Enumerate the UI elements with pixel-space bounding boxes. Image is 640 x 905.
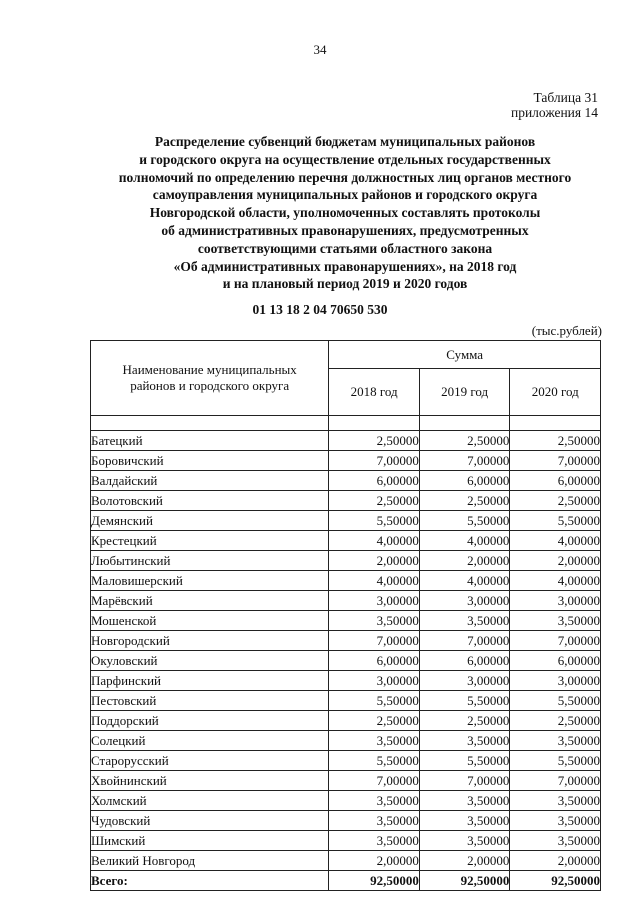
amount-2019: 2,50000: [419, 491, 510, 511]
amount-2018: 2,00000: [329, 851, 420, 871]
district-name: Поддорский: [91, 711, 329, 731]
district-name: Пестовский: [91, 691, 329, 711]
amount-2019: 2,50000: [419, 431, 510, 451]
district-name: Крестецкий: [91, 531, 329, 551]
column-header-2020: 2020 год: [510, 369, 601, 416]
district-name: Шимский: [91, 831, 329, 851]
title-line: и на плановый период 2019 и 2020 годов: [222, 276, 468, 292]
amount-2018: 2,50000: [329, 711, 420, 731]
amount-2020: 3,50000: [510, 791, 601, 811]
table-row: [91, 491, 601, 511]
amount-2018: 3,50000: [329, 791, 420, 811]
title-line: самоуправления муниципальных районов и городского округа: [152, 187, 538, 203]
table-ref-line-1: Таблица 31: [533, 90, 598, 105]
amount-2020: 3,00000: [510, 671, 601, 691]
amount-2020: 3,50000: [510, 811, 601, 831]
table-row: [91, 831, 601, 851]
amount-2018: 3,00000: [329, 591, 420, 611]
district-name: Боровичский: [91, 451, 329, 471]
amount-2020: 4,00000: [510, 571, 601, 591]
table-row: [91, 651, 601, 671]
amount-2018: 2,50000: [329, 431, 420, 451]
page-number: 34: [313, 42, 327, 57]
amount-2019: 7,00000: [419, 451, 510, 471]
amount-2020: 6,00000: [510, 471, 601, 491]
amount-2018: 7,00000: [329, 451, 420, 471]
district-name: Любытинский: [91, 551, 329, 571]
table-row: [91, 591, 601, 611]
amount-2018: 5,50000: [329, 751, 420, 771]
district-name: Чудовский: [91, 811, 329, 831]
amount-2019: 7,00000: [419, 771, 510, 791]
table-row: [91, 751, 601, 771]
table-row: [91, 511, 601, 531]
amount-2019: 3,00000: [419, 671, 510, 691]
district-name: Валдайский: [91, 471, 329, 491]
table-row: [91, 811, 601, 831]
amount-2018: 2,50000: [329, 491, 420, 511]
district-name: Новгородский: [91, 631, 329, 651]
district-name: Маловишерский: [91, 571, 329, 591]
amount-2020: 3,50000: [510, 731, 601, 751]
amount-2018: 2,00000: [329, 551, 420, 571]
amount-2019: 5,50000: [419, 691, 510, 711]
table-row: [91, 611, 601, 631]
district-name: Холмский: [91, 791, 329, 811]
amount-2018: 3,50000: [329, 831, 420, 851]
table-row: [91, 451, 601, 471]
title-line: об административных правонарушениях, предусмотренных: [161, 222, 529, 238]
amount-2019: 5,50000: [419, 751, 510, 771]
total-2019: 92,50000: [419, 871, 510, 891]
amount-2020: 2,50000: [510, 491, 601, 511]
district-name: Батецкий: [91, 431, 329, 451]
amount-2020: 7,00000: [510, 631, 601, 651]
table-row: [91, 711, 601, 731]
column-header-sum: Сумма: [329, 341, 601, 369]
district-name: Солецкий: [91, 731, 329, 751]
table-ref-line-2: приложения 14: [510, 105, 598, 120]
table-reference: [511, 90, 598, 120]
amount-2019: 4,00000: [419, 531, 510, 551]
amount-2019: 2,50000: [419, 711, 510, 731]
table-row: [91, 731, 601, 751]
table-row: [91, 771, 601, 791]
amount-2020: 2,50000: [510, 431, 601, 451]
amount-2019: 3,50000: [419, 791, 510, 811]
amount-2020: 2,00000: [510, 851, 601, 871]
amount-2020: 5,50000: [510, 511, 601, 531]
amount-2019: 3,50000: [419, 611, 510, 631]
table-row: [91, 691, 601, 711]
title-line: и городского округа на осуществление отдельных государственных: [139, 151, 551, 167]
district-name: Мошенской: [91, 611, 329, 631]
district-name: Парфинский: [91, 671, 329, 691]
amount-2019: 5,50000: [419, 511, 510, 531]
amount-2018: 3,50000: [329, 611, 420, 631]
table-row: [91, 531, 601, 551]
amount-2020: 3,00000: [510, 591, 601, 611]
amount-2018: 6,00000: [329, 651, 420, 671]
amount-2020: 2,50000: [510, 711, 601, 731]
amount-2018: 3,00000: [329, 671, 420, 691]
amount-2019: 6,00000: [419, 651, 510, 671]
district-name: Окуловский: [91, 651, 329, 671]
table-row: [91, 671, 601, 691]
amount-2019: 2,00000: [419, 551, 510, 571]
district-name: Старорусский: [91, 751, 329, 771]
title-line: полномочий по определению перечня должностных лиц органов местного: [118, 169, 572, 185]
table-row: [91, 851, 601, 871]
amount-2018: 3,50000: [329, 811, 420, 831]
column-header-name-line-1: Наименование муниципальных: [122, 362, 297, 377]
table-row: [91, 551, 601, 571]
amount-2019: 4,00000: [419, 571, 510, 591]
title-line: «Об административных правонарушениях», на 2018 год: [173, 258, 517, 274]
amount-2019: 3,00000: [419, 591, 510, 611]
amount-2018: 5,50000: [329, 691, 420, 711]
amount-2020: 5,50000: [510, 691, 601, 711]
title-line: соответствующими статьями областного закона: [197, 240, 493, 256]
amount-2020: 5,50000: [510, 751, 601, 771]
column-header-2019: 2019 год: [419, 369, 510, 416]
district-name: Волотовский: [91, 491, 329, 511]
table-row: [91, 791, 601, 811]
subsidy-table: [90, 340, 601, 891]
district-name: Великий Новгород: [91, 851, 329, 871]
table-row: [91, 471, 601, 491]
total-row: [91, 871, 601, 891]
district-name: Марёвский: [91, 591, 329, 611]
table-row: [91, 631, 601, 651]
budget-classification-code: 01 13 18 2 04 70650 530: [252, 302, 388, 317]
title-line: Новгородской области, уполномоченных составлять протоколы: [149, 205, 541, 221]
amount-2018: 3,50000: [329, 731, 420, 751]
district-name: Демянский: [91, 511, 329, 531]
amount-2020: 2,00000: [510, 551, 601, 571]
amount-2019: 3,50000: [419, 811, 510, 831]
amount-2019: 3,50000: [419, 731, 510, 751]
total-2020: 92,50000: [510, 871, 601, 891]
amount-2018: 7,00000: [329, 771, 420, 791]
amount-2019: 6,00000: [419, 471, 510, 491]
units-label: (тыс.рублей): [531, 323, 602, 338]
amount-2020: 6,00000: [510, 651, 601, 671]
table-body: [91, 416, 601, 871]
amount-2020: 3,50000: [510, 831, 601, 851]
amount-2018: 5,50000: [329, 511, 420, 531]
amount-2018: 4,00000: [329, 571, 420, 591]
total-2018: 92,50000: [329, 871, 420, 891]
amount-2020: 4,00000: [510, 531, 601, 551]
amount-2019: 7,00000: [419, 631, 510, 651]
amount-2018: 4,00000: [329, 531, 420, 551]
amount-2020: 7,00000: [510, 771, 601, 791]
title-line: Распределение субвенций бюджетам муниципальных районов: [154, 134, 536, 149]
table-row: [91, 571, 601, 591]
column-header-name-line-2: районов и городского округа: [130, 378, 290, 393]
column-header-2018: 2018 год: [329, 369, 420, 416]
amount-2020: 7,00000: [510, 451, 601, 471]
amount-2019: 3,50000: [419, 831, 510, 851]
total-label: Всего:: [91, 871, 329, 891]
amount-2019: 2,00000: [419, 851, 510, 871]
amount-2020: 3,50000: [510, 611, 601, 631]
amount-2018: 7,00000: [329, 631, 420, 651]
district-name: Хвойнинский: [91, 771, 329, 791]
column-header-name: [91, 341, 329, 416]
document-title: [60, 133, 630, 293]
header-spacer-row: [91, 416, 601, 431]
amount-2018: 6,00000: [329, 471, 420, 491]
table-row: [91, 431, 601, 451]
